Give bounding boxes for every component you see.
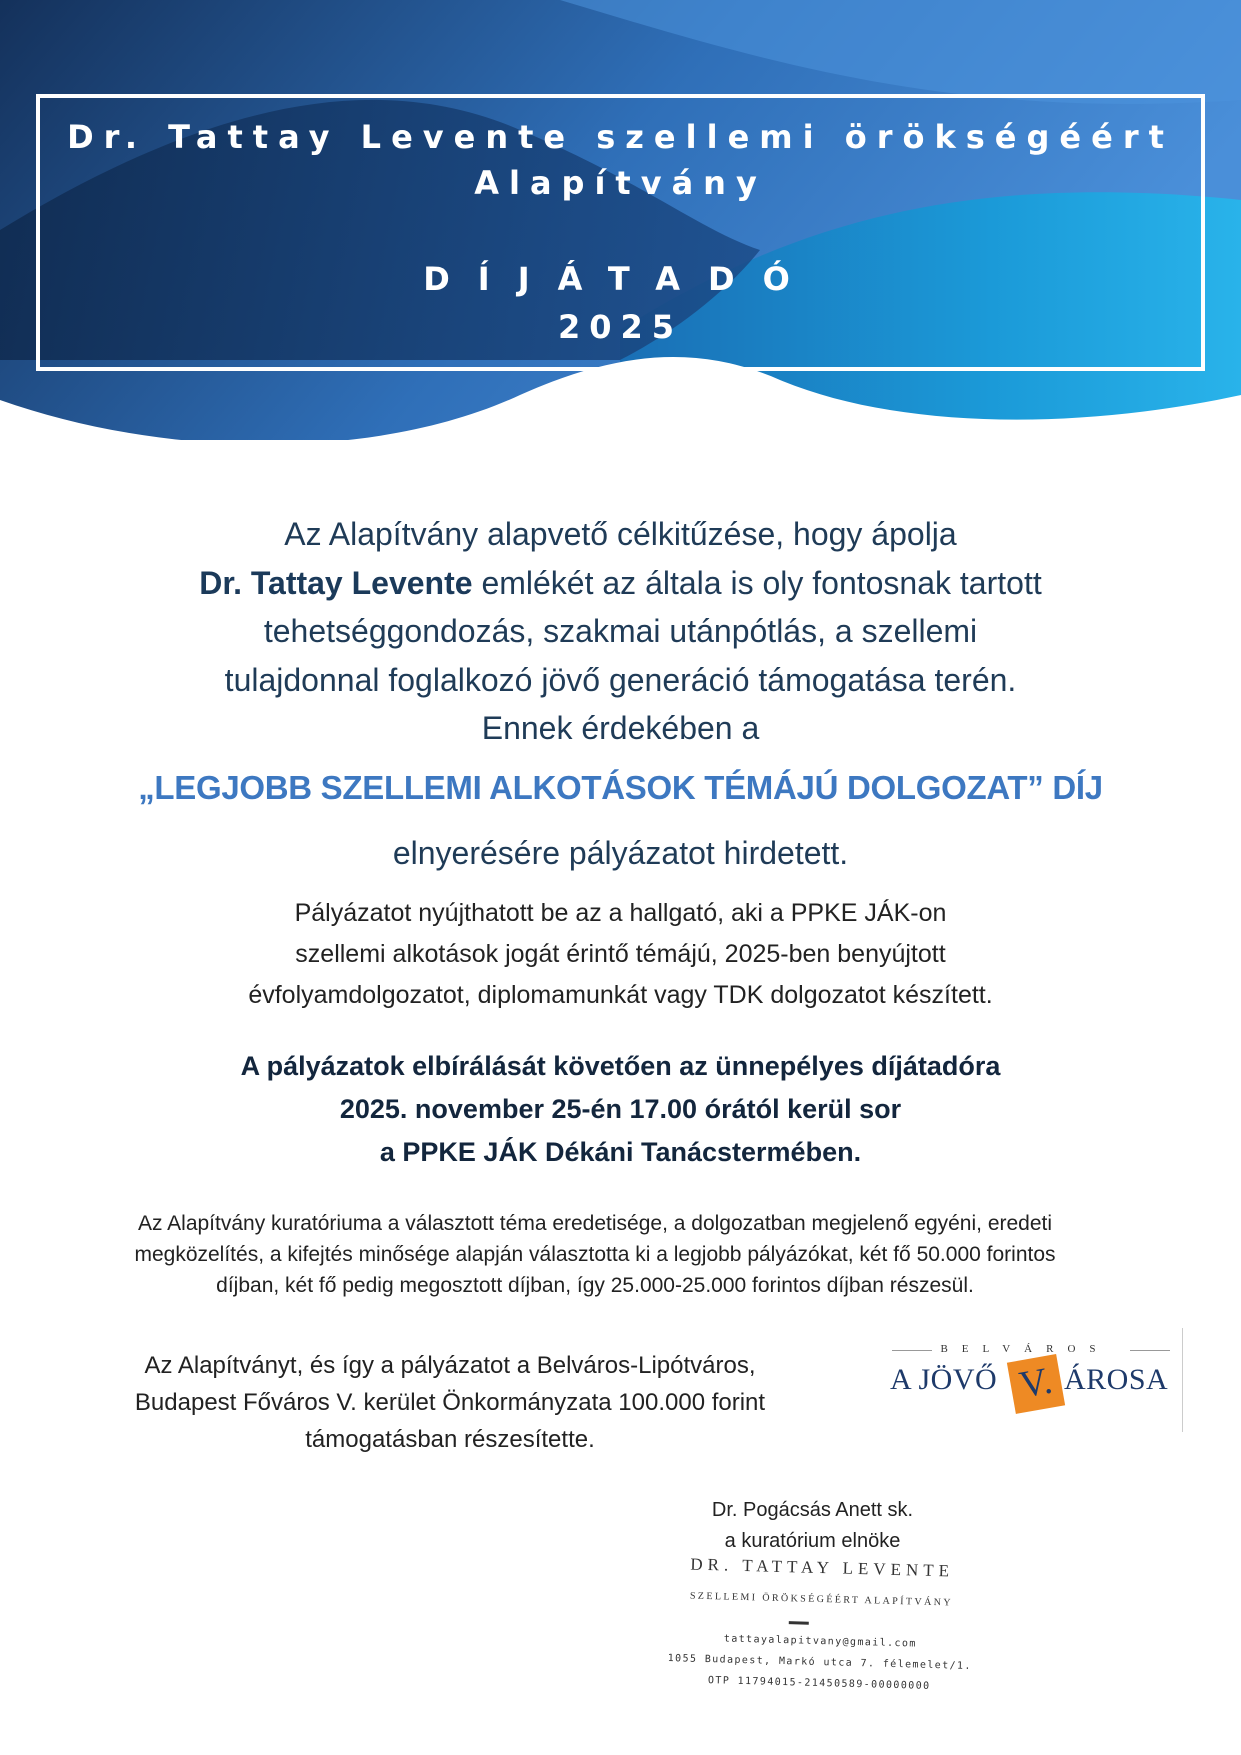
jury-line-3: díjban, két fő pedig megosztott díjban, így 25.000-25.000 forintos díjban részesül. xyxy=(216,1274,974,1297)
logo-left-text: A JÖVŐ xyxy=(890,1363,998,1396)
intro-line-5: Ennek érdekében a xyxy=(481,710,760,746)
logo-v-letter: V. xyxy=(1016,1359,1056,1407)
intro-line-4: tulajdonnal foglalkozó jövő generáció támogatása terén. xyxy=(224,661,1017,698)
support-line-1: Az Alapítványt, és így a pályázatot a Belváros-Lipótváros, xyxy=(144,1352,756,1379)
eligibility-paragraph xyxy=(0,893,1241,1016)
intro-line-1: Az Alapítvány alapvető célkitűzése, hogy ápolja xyxy=(284,516,957,552)
award-title: „LEGJOBB SZELLEMI ALKOTÁSOK TÉMÁJÚ DOLGOZAT” DÍJ xyxy=(138,769,1103,806)
logo-divider xyxy=(1182,1328,1183,1432)
intro-line-2-rest: emlékét az általa is oly fontosnak tartott xyxy=(472,564,1042,601)
jury-paragraph xyxy=(40,1208,1150,1301)
ceremony-line-2: 2025. november 25-én 17.00 órától kerül sor xyxy=(339,1094,902,1124)
logo-right-text: ÁROSA xyxy=(1064,1363,1169,1396)
eligibility-line-3: évfolyamdolgozatot, diplomamunkát vagy TDK dolgozatot készített. xyxy=(248,981,993,1009)
logo-rule-right xyxy=(1130,1350,1170,1351)
intro-line-3: tehetséggondozás, szakmai utánpótlás, a szellemi xyxy=(263,613,978,649)
jury-line-2: megközelítés, a kifejtés minősége alapján választotta ki a legjobb pályázókat, két fő 50.000 forintos xyxy=(134,1243,1056,1266)
foundation-name-line2: Alapítvány xyxy=(474,164,767,202)
belvaros-logo xyxy=(880,1333,1180,1443)
stamp-divider xyxy=(789,1621,809,1625)
intro-line-2 xyxy=(0,559,1241,608)
stamp-address: 1055 Budapest, Markó utca 7. félemelet/1. xyxy=(667,1653,972,1672)
signatory-name: Dr. Pogácsás Anett sk. xyxy=(711,1499,914,1521)
event-title: DÍJÁTADÓ xyxy=(423,260,818,298)
intro-paragraph xyxy=(0,510,1241,753)
logo-v-badge xyxy=(1007,1354,1065,1414)
ceremony-paragraph xyxy=(0,1045,1241,1174)
stamp-email: tattayalapitvany@gmail.com xyxy=(723,1633,917,1650)
event-year: 2025 xyxy=(557,308,684,346)
ceremony-line-3: a PPKE JÁK Dékáni Tanácstermében. xyxy=(379,1137,862,1167)
foundation-stamp xyxy=(653,1554,988,1753)
stamp-line-1: DR. TATTAY LEVENTE xyxy=(690,1554,955,1581)
eligibility-line-2: szellemi alkotások jogát érintő témájú, 2025-ben benyújtott xyxy=(295,940,946,968)
stamp-line-2: SZELLEMI ÖRÖKSÉGÉÉRT ALAPÍTVÁNY xyxy=(689,1590,954,1609)
eligibility-line-1: Pályázatot nyújthatott be az a hallgató, aki a PPKE JÁK-on xyxy=(294,899,947,927)
foundation-name-line1: Dr. Tattay Levente szellemi örökségéért xyxy=(67,118,1174,156)
support-paragraph xyxy=(60,1347,840,1458)
logo-top-text: BELVÁROS xyxy=(940,1343,1110,1355)
stamp-bank-account: OTP 11794015-21450589-00000000 xyxy=(707,1675,931,1692)
jury-line-1: Az Alapítvány kuratóriuma a választott téma eredetisége, a dolgozatban megjelenő egyéni, eredeti xyxy=(137,1212,1053,1235)
support-line-3: támogatásban részesítette. xyxy=(305,1426,595,1453)
support-line-2: Budapest Főváros V. kerület Önkormányzata 100.000 forint xyxy=(134,1389,766,1416)
announced-line: elnyerésére pályázatot hirdetett. xyxy=(392,835,849,871)
signature-block xyxy=(690,1495,935,1557)
signatory-role: a kuratórium elnöke xyxy=(724,1530,901,1552)
title-frame xyxy=(36,94,1205,371)
honoree-name: Dr. Tattay Levente xyxy=(199,564,473,601)
ceremony-line-1: A pályázatok elbírálását követően az ünnepélyes díjátadóra xyxy=(240,1051,1001,1081)
